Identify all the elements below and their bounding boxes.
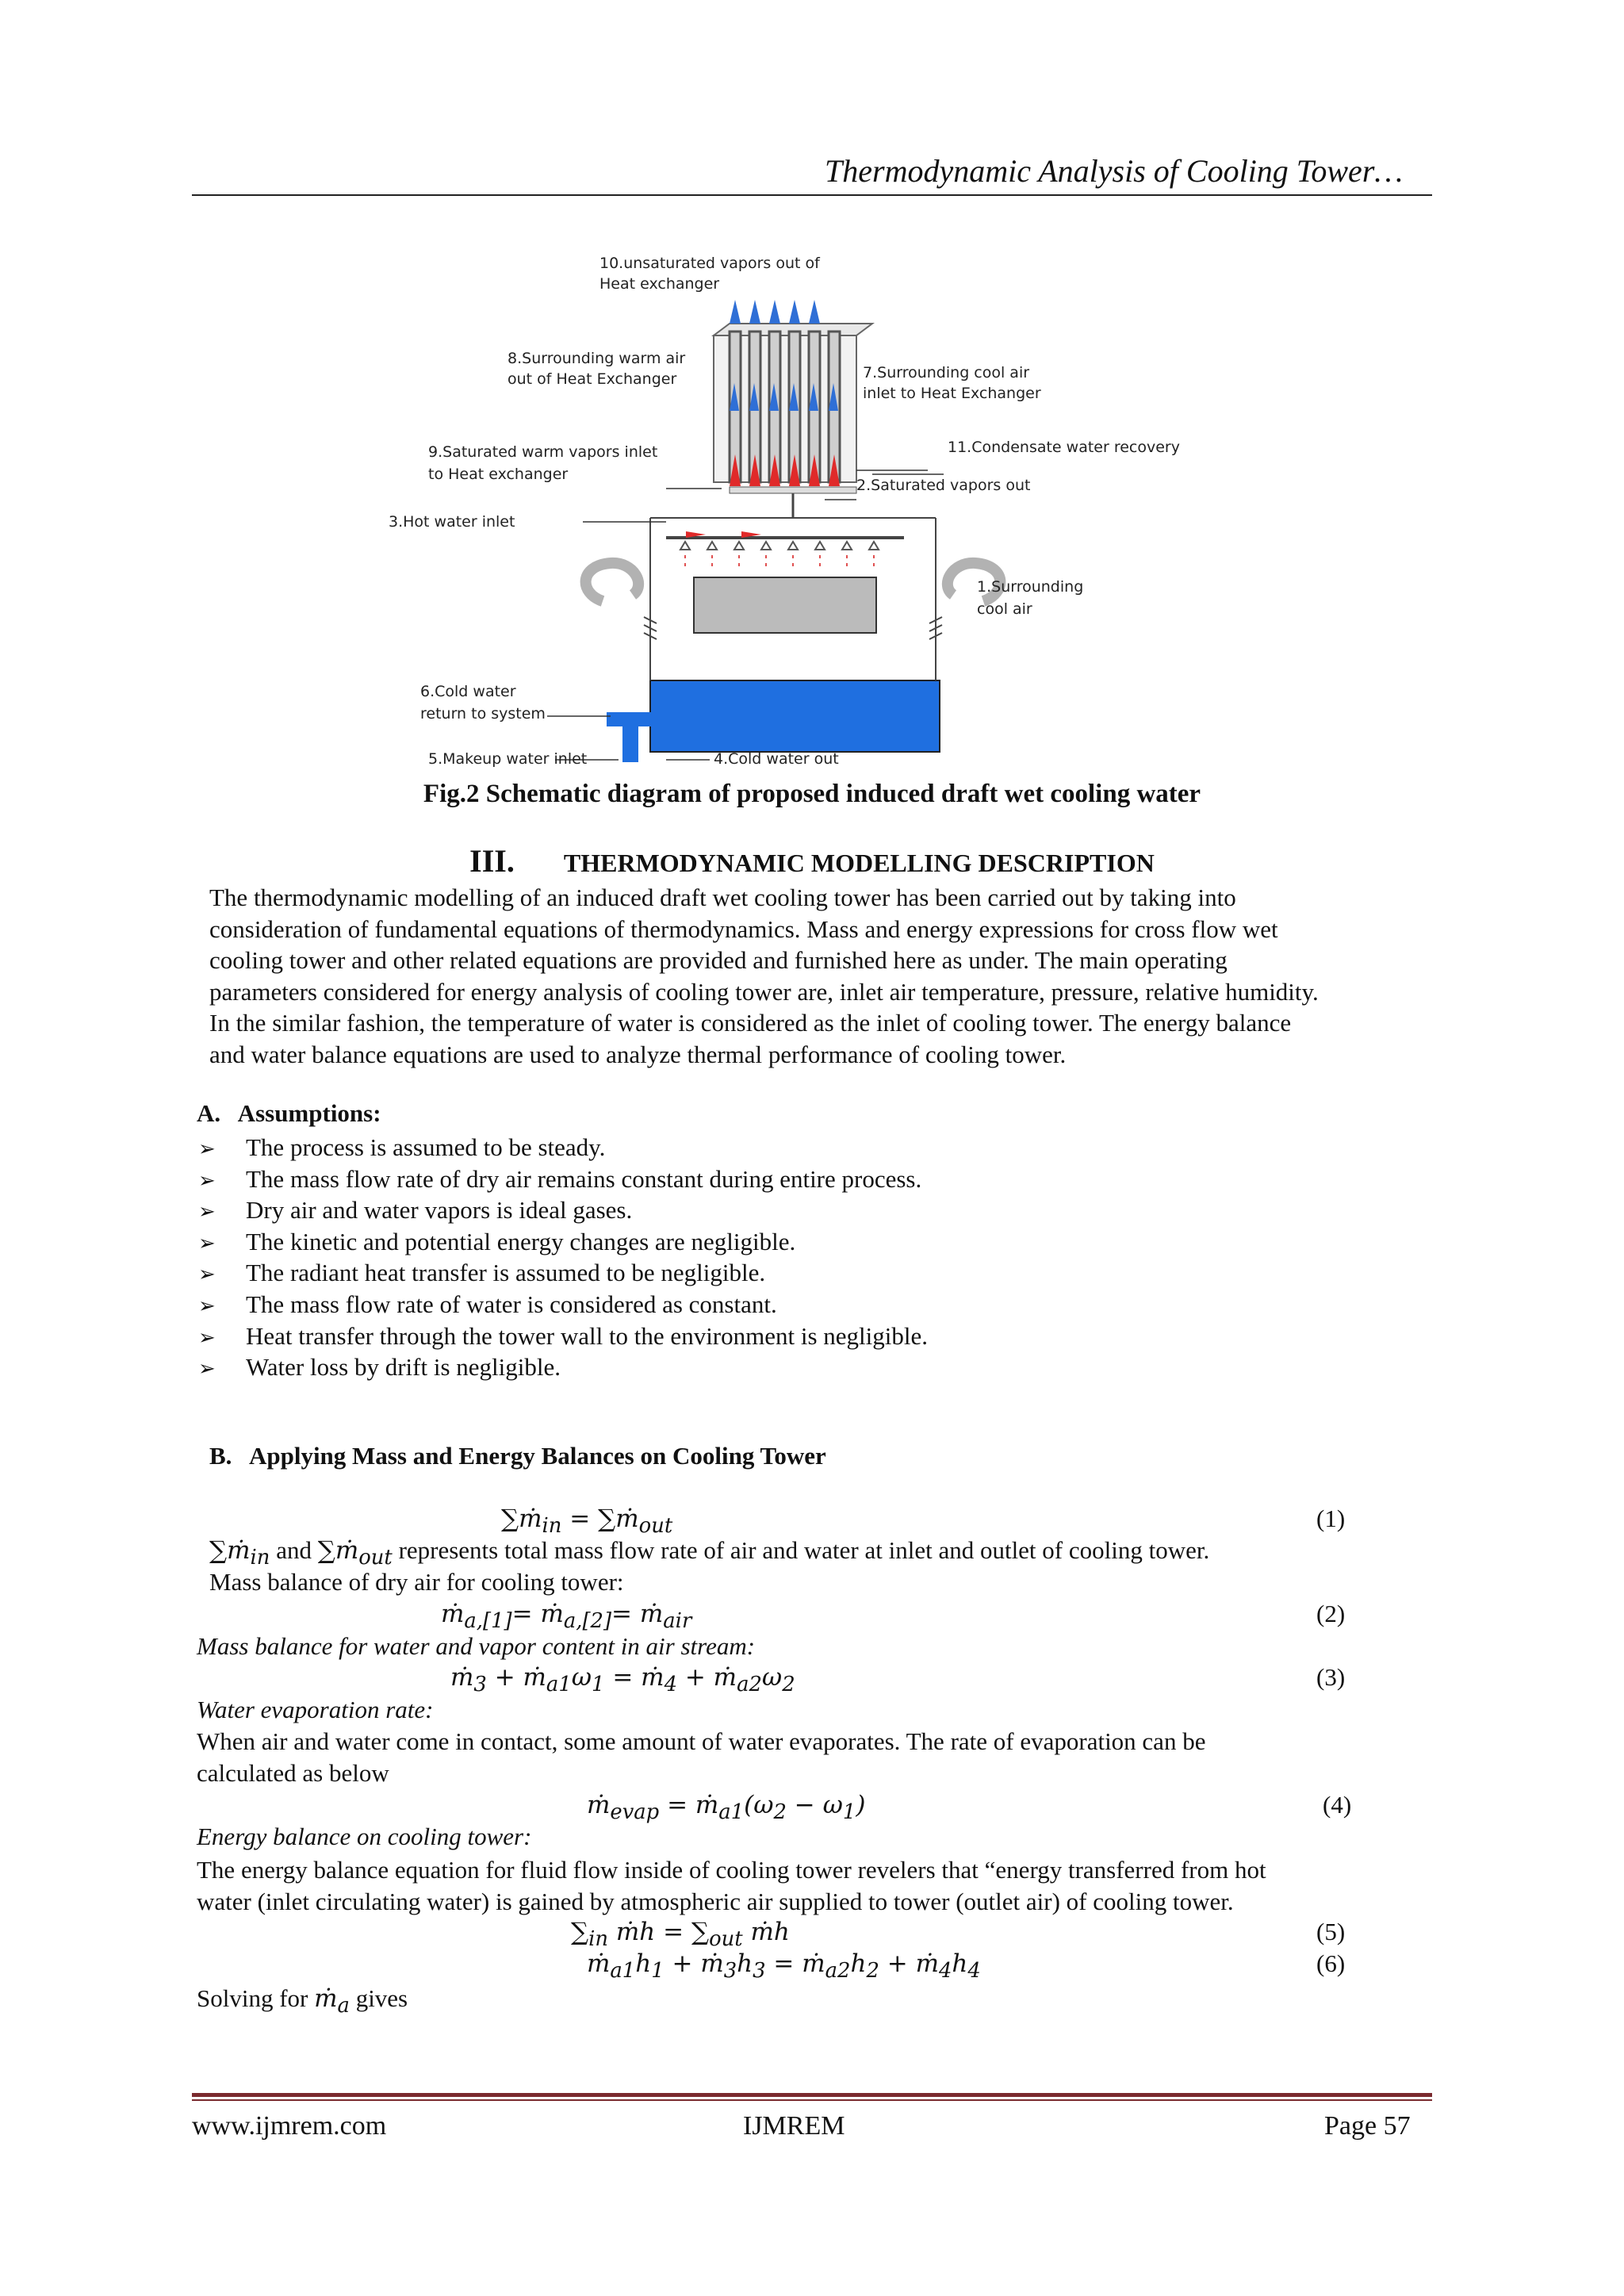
section-number: III. <box>469 843 515 879</box>
mass-dry-air-text: Mass balance of dry air for cooling tower: <box>209 1568 624 1596</box>
equation-5: $\sum_{in}$ ṁh = $\sum_{out}$ ṁh <box>571 1918 790 1952</box>
list-item: ➢ The radiant heat transfer is assumed to be negligible. <box>198 1257 1388 1289</box>
list-item: ➢ The mass flow rate of water is considered as constant. <box>198 1289 1388 1320</box>
label-8a: 8.Surrounding warm air <box>508 350 686 367</box>
equation-4: ṁ$_{evap}$ = $ṁ_{a1}(\omega_2 - \omega_1)$ <box>587 1791 866 1825</box>
section-title: THERMODYNAMIC MODELLING DESCRIPTION <box>563 849 1155 877</box>
label-9a: 9.Saturated warm vapors inlet <box>428 443 658 461</box>
text-line: and water balance equations are used to analyze thermal performance of cooling tower. <box>209 1040 1067 1068</box>
text-line: water (inlet circulating water) is gained by atmospheric air supplied to tower (outlet air) of cooling tower. <box>197 1887 1234 1915</box>
assumptions-list <box>198 1132 1388 1383</box>
mass-water-label: Mass balance for water and vapor content in air stream: <box>197 1632 756 1660</box>
cooling-tower-schematic <box>381 252 1269 776</box>
list-item: ➢ Dry air and water vapors is ideal gases. <box>198 1194 1388 1226</box>
footer-rule-thin <box>192 2099 1432 2101</box>
equation-2-number: (2) <box>1316 1600 1346 1627</box>
text-line: cooling tower and other related equations are provided and furnished here as under. The main operating <box>209 946 1228 974</box>
label-6b: return to system <box>420 705 546 723</box>
label-10b: Heat exchanger <box>599 275 720 293</box>
evap-text-2: calculated as below <box>197 1759 389 1787</box>
arrow-bullet-icon: ➢ <box>198 1137 216 1160</box>
arrow-bullet-icon: ➢ <box>198 1294 216 1317</box>
label-10a: 10.unsaturated vapors out of <box>599 255 820 272</box>
arrow-bullet-icon: ➢ <box>198 1231 216 1255</box>
label-5: 5.Makeup water inlet <box>428 750 588 768</box>
energy-label: Energy balance on cooling tower: <box>197 1823 532 1850</box>
heat-exchanger <box>714 300 872 486</box>
label-4: 4.Cold water out <box>714 750 839 768</box>
label-7b: inlet to Heat Exchanger <box>863 385 1041 402</box>
running-title: Thermodynamic Analysis of Cooling Tower… <box>825 153 1403 189</box>
text-line: The energy balance equation for fluid flow inside of cooling tower revelers that “energy transferred from hot <box>197 1856 1266 1884</box>
eq1-description: ∑ṁ$_{in}$ and ∑ṁ$_{out}$ represents total mass flow rate of air and water at inlet and outlet of cooling tower. <box>209 1536 1210 1570</box>
intro-paragraph <box>209 882 1429 1070</box>
label-9b: to Heat exchanger <box>428 466 569 483</box>
evap-text-1: When air and water come in contact, some amount of water evaporates. The rate of evaporation can be <box>197 1727 1206 1755</box>
equation-1-number: (1) <box>1316 1504 1346 1532</box>
subsection-a-heading: A. Assumptions: <box>197 1099 381 1127</box>
arrow-bullet-icon: ➢ <box>198 1200 216 1224</box>
solving-text: Solving for ṁ$_a$ gives <box>197 1984 408 2018</box>
list-item: ➢ Heat transfer through the tower wall to the environment is negligible. <box>198 1320 1388 1352</box>
equation-6: $ṁ_{a1}h_1$ + $ṁ_3h_3$ = $ṁ_{a2}h_2$ + $ṁ_4h_4$ <box>587 1949 981 1984</box>
text-line: The thermodynamic modelling of an induced draft wet cooling tower has been carried out by taking into <box>209 884 1236 911</box>
footer-rule <box>192 2093 1432 2097</box>
label-2: 2.Saturated vapors out <box>856 477 1031 494</box>
label-1a: 1.Surrounding <box>977 578 1084 596</box>
label-1b: cool air <box>977 600 1032 618</box>
list-item: ➢ Water loss by drift is negligible. <box>198 1351 1388 1383</box>
label-11: 11.Condensate water recovery <box>948 439 1180 456</box>
text-line: consideration of fundamental equations of thermodynamics. Mass and energy expressions for cross flow wet <box>209 914 1278 943</box>
list-item: ➢ The kinetic and potential energy changes are negligible. <box>198 1226 1388 1258</box>
footer-website: www.ijmrem.com <box>192 2111 387 2141</box>
figure-caption: Fig.2 Schematic diagram of proposed induced draft wet cooling water <box>423 780 1201 808</box>
label-8b: out of Heat Exchanger <box>508 370 677 388</box>
equation-4-number: (4) <box>1323 1791 1352 1819</box>
label-7a: 7.Surrounding cool air <box>863 364 1030 381</box>
equation-2: ṁ$_{a,[1]}$= ṁ$_{a,[2]}$= ṁ$_{air}$ <box>441 1600 692 1634</box>
list-item: ➢ The mass flow rate of dry air remains constant during entire process. <box>198 1163 1388 1195</box>
text-line: parameters considered for energy analysis of cooling tower are, inlet air temperature, pressure, relative humidity. <box>209 977 1319 1006</box>
energy-paragraph <box>197 1854 1429 1917</box>
text-line: In the similar fashion, the temperature of water is considered as the inlet of cooling tower. The energy balance <box>209 1009 1292 1037</box>
footer-journal: IJMREM <box>743 2111 845 2141</box>
equation-1: ∑ṁ$_{in}$ = ∑ṁ$_{out}$ <box>501 1504 673 1539</box>
page-number: Page 57 <box>1324 2111 1411 2141</box>
equation-3-number: (3) <box>1316 1663 1346 1691</box>
arrow-bullet-icon: ➢ <box>198 1357 216 1381</box>
equation-6-number: (6) <box>1316 1949 1346 1977</box>
equation-5-number: (5) <box>1316 1918 1346 1945</box>
arrow-bullet-icon: ➢ <box>198 1168 216 1192</box>
label-3: 3.Hot water inlet <box>389 513 515 531</box>
arrow-bullet-icon: ➢ <box>198 1325 216 1349</box>
label-6a: 6.Cold water <box>420 683 516 700</box>
tower-body <box>586 487 1001 762</box>
equation-3: ṁ$_3$ + $ṁ_{a1}\omega_1$ = ṁ$_4$ + $ṁ_{a2}\omega_2$ <box>450 1663 795 1697</box>
list-item: ➢ The process is assumed to be steady. <box>198 1132 1388 1163</box>
section-heading <box>0 842 1624 880</box>
header-rule <box>192 194 1432 196</box>
subsection-b-heading: B. Applying Mass and Energy Balances on Cooling Tower <box>209 1442 826 1470</box>
evap-label: Water evaporation rate: <box>197 1696 434 1723</box>
arrow-bullet-icon: ➢ <box>198 1263 216 1286</box>
